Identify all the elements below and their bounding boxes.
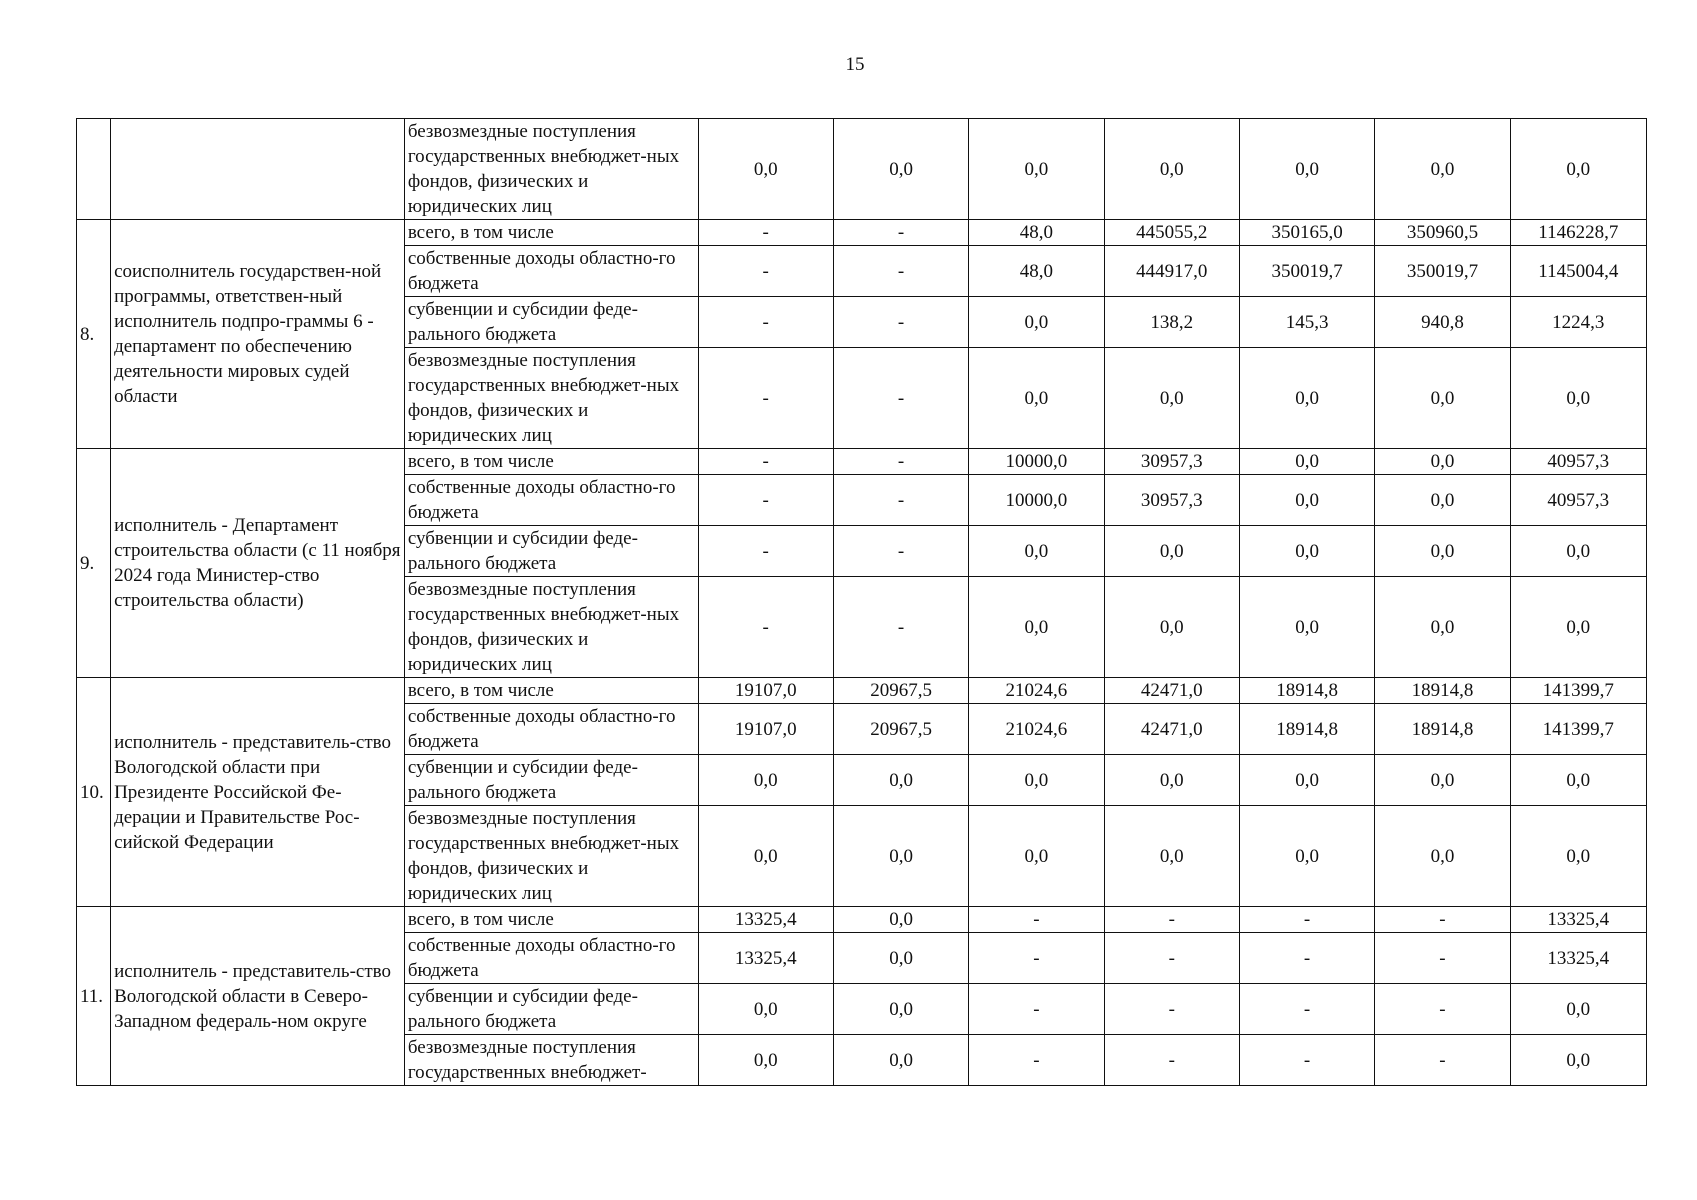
value-cell: 10000,0 <box>969 449 1104 475</box>
value-cell: 0,0 <box>833 907 968 933</box>
total-value-cell: 0,0 <box>1510 119 1646 220</box>
funding-source: собственные доходы областно-го бюджета <box>404 933 698 984</box>
value-cell: 0,0 <box>1104 526 1239 577</box>
value-cell: 0,0 <box>1239 119 1374 220</box>
executor-cell <box>111 119 405 220</box>
value-cell: - <box>698 220 833 246</box>
total-value-cell: 0,0 <box>1510 526 1646 577</box>
table-row <box>77 119 1647 220</box>
total-value-cell: 0,0 <box>1510 348 1646 449</box>
value-cell: - <box>1239 933 1374 984</box>
value-cell: 350019,7 <box>1239 246 1374 297</box>
funding-source: субвенции и субсидии феде-рального бюджета <box>404 755 698 806</box>
value-cell: - <box>698 348 833 449</box>
total-value-cell: 40957,3 <box>1510 449 1646 475</box>
executor-cell: исполнитель - Департамент строительства области (с 11 ноября 2024 года Министер-ство строительства области) <box>111 449 405 678</box>
value-cell: 0,0 <box>1239 348 1374 449</box>
value-cell: 0,0 <box>1239 449 1374 475</box>
value-cell: 0,0 <box>1375 475 1510 526</box>
value-cell: 0,0 <box>1239 755 1374 806</box>
table-row <box>77 220 1647 246</box>
value-cell: 0,0 <box>969 806 1104 907</box>
value-cell: 0,0 <box>1239 806 1374 907</box>
value-cell: - <box>833 577 968 678</box>
value-cell: - <box>698 475 833 526</box>
value-cell: 0,0 <box>1239 526 1374 577</box>
value-cell: 444917,0 <box>1104 246 1239 297</box>
value-cell: - <box>969 907 1104 933</box>
value-cell: - <box>969 1035 1104 1086</box>
funding-source: безвозмездные поступления государственных внебюджет-ных фондов, физических и юридических лиц <box>404 806 698 907</box>
value-cell: 18914,8 <box>1375 678 1510 704</box>
value-cell: - <box>969 984 1104 1035</box>
value-cell: 138,2 <box>1104 297 1239 348</box>
total-value-cell: 0,0 <box>1510 806 1646 907</box>
value-cell: 0,0 <box>969 297 1104 348</box>
budget-table-body <box>77 119 1647 1086</box>
total-value-cell: 40957,3 <box>1510 475 1646 526</box>
value-cell: - <box>698 449 833 475</box>
value-cell: 0,0 <box>833 984 968 1035</box>
value-cell: - <box>833 475 968 526</box>
funding-source: субвенции и субсидии феде-рального бюджета <box>404 984 698 1035</box>
value-cell: 0,0 <box>1375 119 1510 220</box>
value-cell: 0,0 <box>698 119 833 220</box>
value-cell: 0,0 <box>698 1035 833 1086</box>
total-value-cell: 0,0 <box>1510 755 1646 806</box>
total-value-cell: 141399,7 <box>1510 678 1646 704</box>
value-cell: - <box>1104 1035 1239 1086</box>
value-cell: 21024,6 <box>969 678 1104 704</box>
funding-source: всего, в том числе <box>404 678 698 704</box>
value-cell: 0,0 <box>698 806 833 907</box>
value-cell: - <box>698 577 833 678</box>
value-cell: 42471,0 <box>1104 678 1239 704</box>
value-cell: - <box>833 220 968 246</box>
value-cell: - <box>1104 933 1239 984</box>
value-cell: 0,0 <box>1104 577 1239 678</box>
total-value-cell: 0,0 <box>1510 577 1646 678</box>
total-value-cell: 141399,7 <box>1510 704 1646 755</box>
total-value-cell: 0,0 <box>1510 984 1646 1035</box>
value-cell: 0,0 <box>1104 755 1239 806</box>
row-number: 11. <box>77 907 111 1086</box>
value-cell: 10000,0 <box>969 475 1104 526</box>
row-number <box>77 119 111 220</box>
value-cell: 350165,0 <box>1239 220 1374 246</box>
table-row <box>77 907 1647 933</box>
value-cell: - <box>698 526 833 577</box>
value-cell: 0,0 <box>833 806 968 907</box>
value-cell: 0,0 <box>833 933 968 984</box>
executor-cell: исполнитель - представитель-ство Вологодской области при Президенте Российской Фе-дерации и Правительстве Рос-сийской Федерации <box>111 678 405 907</box>
row-number: 10. <box>77 678 111 907</box>
value-cell: - <box>833 449 968 475</box>
value-cell: - <box>1375 1035 1510 1086</box>
value-cell: 0,0 <box>833 1035 968 1086</box>
value-cell: 42471,0 <box>1104 704 1239 755</box>
table-row <box>77 449 1647 475</box>
value-cell: 0,0 <box>1375 526 1510 577</box>
funding-source: всего, в том числе <box>404 220 698 246</box>
value-cell: 445055,2 <box>1104 220 1239 246</box>
total-value-cell: 1224,3 <box>1510 297 1646 348</box>
value-cell: - <box>1104 984 1239 1035</box>
value-cell: - <box>1239 984 1374 1035</box>
value-cell: 0,0 <box>1104 806 1239 907</box>
value-cell: 0,0 <box>1239 577 1374 678</box>
value-cell: 0,0 <box>1375 449 1510 475</box>
value-cell: 21024,6 <box>969 704 1104 755</box>
row-number: 8. <box>77 220 111 449</box>
value-cell: 0,0 <box>1104 348 1239 449</box>
value-cell: 18914,8 <box>1239 678 1374 704</box>
value-cell: 0,0 <box>969 577 1104 678</box>
value-cell: 0,0 <box>1375 577 1510 678</box>
value-cell: 20967,5 <box>833 678 968 704</box>
value-cell: 0,0 <box>698 755 833 806</box>
value-cell: 0,0 <box>833 755 968 806</box>
value-cell: 30957,3 <box>1104 475 1239 526</box>
funding-source: собственные доходы областно-го бюджета <box>404 475 698 526</box>
value-cell: 48,0 <box>969 246 1104 297</box>
funding-source: субвенции и субсидии феде-рального бюджета <box>404 297 698 348</box>
value-cell: - <box>833 297 968 348</box>
total-value-cell: 1145004,4 <box>1510 246 1646 297</box>
value-cell: - <box>1375 907 1510 933</box>
funding-source: субвенции и субсидии феде-рального бюджета <box>404 526 698 577</box>
value-cell: - <box>833 246 968 297</box>
value-cell: 18914,8 <box>1375 704 1510 755</box>
value-cell: 0,0 <box>969 348 1104 449</box>
value-cell: 13325,4 <box>698 907 833 933</box>
total-value-cell: 13325,4 <box>1510 907 1646 933</box>
row-number: 9. <box>77 449 111 678</box>
funding-source: всего, в том числе <box>404 449 698 475</box>
value-cell: 19107,0 <box>698 678 833 704</box>
value-cell: - <box>1375 984 1510 1035</box>
value-cell: 940,8 <box>1375 297 1510 348</box>
value-cell: 0,0 <box>1104 119 1239 220</box>
value-cell: - <box>698 297 833 348</box>
value-cell: - <box>698 246 833 297</box>
total-value-cell: 1146228,7 <box>1510 220 1646 246</box>
value-cell: - <box>1239 1035 1374 1086</box>
value-cell: 350019,7 <box>1375 246 1510 297</box>
value-cell: 20967,5 <box>833 704 968 755</box>
funding-source: безвозмездные поступления государственных внебюджет-ных фондов, физических и юридических лиц <box>404 577 698 678</box>
value-cell: 350960,5 <box>1375 220 1510 246</box>
value-cell: 0,0 <box>1375 806 1510 907</box>
funding-source: всего, в том числе <box>404 907 698 933</box>
value-cell: 0,0 <box>1375 755 1510 806</box>
value-cell: 48,0 <box>969 220 1104 246</box>
funding-source: безвозмездные поступления государственных внебюджет-ных фондов, физических и юридических лиц <box>404 119 698 220</box>
value-cell: 18914,8 <box>1239 704 1374 755</box>
page-number: 15 <box>845 54 865 75</box>
value-cell: 19107,0 <box>698 704 833 755</box>
value-cell: 0,0 <box>1239 475 1374 526</box>
value-cell: 0,0 <box>969 119 1104 220</box>
budget-table <box>76 118 1647 1086</box>
executor-cell: исполнитель - представитель-ство Вологодской области в Северо-Западном федераль-ном округе <box>111 907 405 1086</box>
value-cell: 13325,4 <box>698 933 833 984</box>
value-cell: - <box>1239 907 1374 933</box>
funding-source: собственные доходы областно-го бюджета <box>404 704 698 755</box>
value-cell: 0,0 <box>833 119 968 220</box>
value-cell: - <box>833 348 968 449</box>
value-cell: 30957,3 <box>1104 449 1239 475</box>
value-cell: 0,0 <box>1375 348 1510 449</box>
value-cell: 0,0 <box>969 755 1104 806</box>
value-cell: 145,3 <box>1239 297 1374 348</box>
value-cell: - <box>833 526 968 577</box>
value-cell: - <box>1104 907 1239 933</box>
value-cell: 0,0 <box>969 526 1104 577</box>
total-value-cell: 0,0 <box>1510 1035 1646 1086</box>
table-row <box>77 678 1647 704</box>
funding-source: безвозмездные поступления государственных внебюджет-ных фондов, физических и юридических лиц <box>404 348 698 449</box>
funding-source: собственные доходы областно-го бюджета <box>404 246 698 297</box>
value-cell: 0,0 <box>698 984 833 1035</box>
value-cell: - <box>969 933 1104 984</box>
funding-source: безвозмездные поступления государственных внебюджет- <box>404 1035 698 1086</box>
value-cell: - <box>1375 933 1510 984</box>
executor-cell: соисполнитель государствен-ной программы, ответствен-ный исполнитель подпро-граммы 6 - департамент по обеспечению деятельности мировых судей области <box>111 220 405 449</box>
total-value-cell: 13325,4 <box>1510 933 1646 984</box>
